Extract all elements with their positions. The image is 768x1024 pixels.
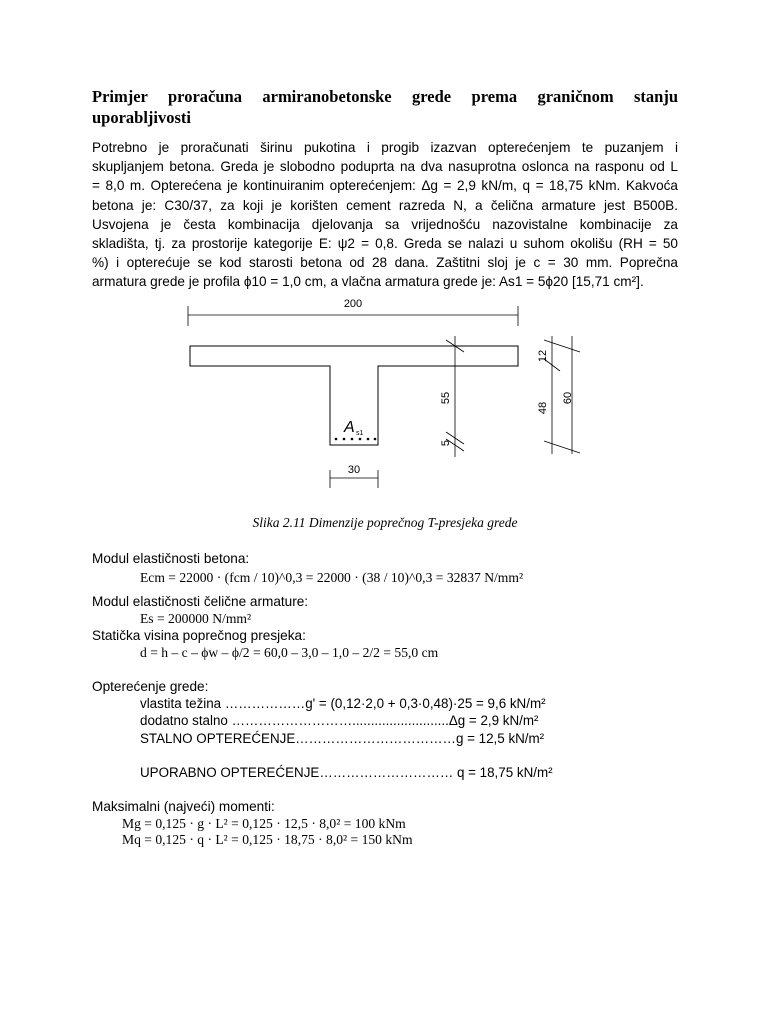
section-opterecenje: Opterećenje grede: <box>92 679 209 694</box>
load-uporabno: UPORABNO OPTEREĆENJE………………………… q = 18,75 kN/m² <box>140 765 553 780</box>
dim-label-width: 200 <box>343 298 363 310</box>
load-stalno: STALNO OPTEREĆENJE………………………………g = 12,5 kN/m² <box>140 731 545 746</box>
formula-ecm: Ecm = 22000 · (fcm / 10)^0,3 = 22000 · (38 / 10)^0,3 = 32837 N/mm² <box>140 570 524 585</box>
intro-line: = 8,0 m. Opterećena je kontinuiranim opterećenjem: Δg = 2,9 kN/m, q = 18,75 kNm. Kakvoća <box>92 178 678 194</box>
rebar-label: A <box>344 419 355 436</box>
figure-caption: Slika 2.11 Dimenzije poprečnog T-presjeka grede <box>252 515 518 530</box>
intro-line: skupljanjem betona. Greda je slobodno poduprta na dva nasuprotna oslonca na rasponu od L <box>92 159 678 175</box>
intro-paragraph <box>92 138 678 292</box>
formula-mg: Mg = 0,125 · g · L² = 0,125 · 12,5 · 8,0² = 100 kNm <box>122 816 406 831</box>
intro-line: %) i opterećuje se kod starosti betona od 28 dana. Zaštitni sloj je c = 30 mm. Poprečna <box>92 255 678 271</box>
dim-label-60: 60 <box>562 391 574 405</box>
section-modul-armature: Modul elastičnosti čelične armature: <box>92 594 309 609</box>
dim-label-30: 30 <box>347 464 361 476</box>
section-momenti: Maksimalni (najveći) momenti: <box>92 799 275 814</box>
section-modul-betona: Modul elastičnosti betona: <box>92 551 250 566</box>
section-staticka-visina: Statička visina poprečnog presjeka: <box>92 628 306 643</box>
formula-d: d = h – c – ϕw – ϕ/2 = 60,0 – 3,0 – 1,0 – 2/2 = 55,0 cm <box>140 645 439 660</box>
t-section-figure <box>180 292 600 492</box>
dim-label-55: 55 <box>440 391 452 405</box>
intro-line: Potrebno je proračunati širinu pukotina i progib izazvan opterećenjem te puzanjem i <box>92 140 678 155</box>
load-vlastita: vlastita težina ………………g' = (0,12·2,0 + 0,3·0,48)·25 = 9,6 kN/m² <box>140 696 546 711</box>
intro-line: Usvojena je česta kombinacija djelovanja sa vrijednošću nazovistalne kombinacije za <box>92 216 678 232</box>
intro-line: skladišta, tj. za prostorije kategorije E: ψ2 = 0,8. Greda se nalazi u suhom okolišu (RH = 50 <box>92 236 678 252</box>
dim-label-5: 5 <box>440 439 452 447</box>
load-dodatno: dodatno stalno ………………………..........................Δg = 2,9 kN/m² <box>140 713 539 728</box>
formula-es: Es = 200000 N/mm² <box>140 611 252 626</box>
rebar-dots <box>335 438 377 441</box>
intro-line: betona je: C30/37, za koji je korišten cement razreda N, a čelična armature jest B500B. <box>92 197 678 213</box>
dim-tick <box>544 340 580 352</box>
document-title: Primjer proračuna armiranobetonske grede prema graničnom stanju uporabljivosti <box>92 87 678 127</box>
intro-line: armatura grede je profila ϕ10 = 1,0 cm, a vlačna armatura grede je: As1 = 5ϕ20 [15,71 cm²]. <box>92 274 644 290</box>
dim-label-48: 48 <box>537 401 549 415</box>
dim-tick <box>544 441 580 453</box>
rebar-label-sub: s1 <box>356 430 364 437</box>
dim-label-12: 12 <box>537 349 549 363</box>
formula-mq: Mq = 0,125 · q · L² = 0,125 · 18,75 · 8,0² = 150 kNm <box>122 832 413 847</box>
